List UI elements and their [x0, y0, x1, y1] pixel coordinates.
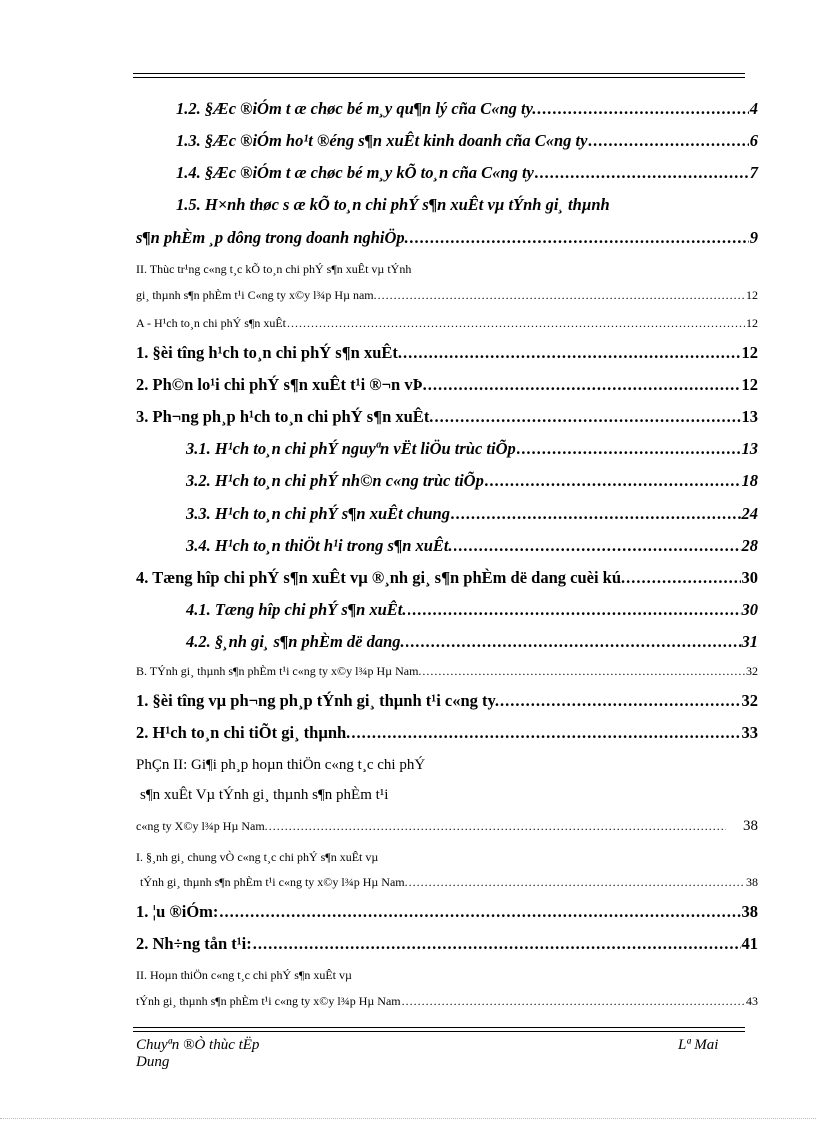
toc-entry-text: 3.1. H¹ch to¸n chi phÝ nguyªn vËt liÖu trùc tiÕp	[186, 439, 516, 458]
toc-leader	[428, 375, 741, 395]
header-rule-top	[133, 73, 745, 74]
toc-leader	[537, 99, 748, 119]
toc-entry[interactable]	[186, 504, 758, 524]
toc-entry[interactable]	[186, 632, 758, 652]
toc-page-number: 33	[741, 723, 758, 742]
toc-page-number: 13	[741, 407, 758, 426]
toc-entry[interactable]	[136, 664, 758, 679]
toc-page-number: 32	[741, 691, 758, 710]
toc-entry-text: 1. §èi tîng vµ ph¬ng ph¸p tÝnh gi¸ thµnh t¹i c«ng ty.	[136, 691, 499, 710]
footer-rule-bottom	[133, 1031, 745, 1032]
toc-page-number: 30	[741, 568, 758, 587]
toc-entry-text: 3.2. H¹ch to¸n chi phÝ nh©n c«ng trùc tiÕp	[186, 471, 484, 490]
toc-entry[interactable]	[136, 375, 758, 395]
toc-entry-text: 4. Tæng hîp chi phÝ s¶n xuÊt vµ ®¸nh gi¸ s¶n phÈm dë dang cuèi kú.	[136, 568, 626, 587]
toc-entry-text[interactable]: I. §¸nh gi¸ chung vÒ c«ng t¸c chi phÝ s¶n xuÊt vµ	[136, 850, 379, 864]
toc-page-number: 38	[746, 875, 758, 889]
toc-page-number: 7	[749, 163, 758, 182]
toc-entry-text: 1. §èi tîng h¹ch to¸n chi phÝ s¶n xuÊt.	[136, 343, 402, 362]
footer-rule-top	[133, 1027, 745, 1028]
toc-entry[interactable]	[136, 288, 758, 303]
toc-entry-text: 1. ¦u ®iÓm:	[136, 902, 219, 921]
toc-entry[interactable]	[176, 99, 758, 119]
toc-entry[interactable]	[186, 439, 758, 459]
toc-page-number: 18	[741, 471, 758, 490]
toc-entry-text[interactable]: s¶n xuÊt Vµ tÝnh gi¸ thµnh s¶n phÈm t¹i	[140, 787, 389, 803]
toc-entry-text: 3. Ph¬ng ph¸p h¹ch to¸n chi phÝ s¶n xuÊt.	[136, 407, 434, 426]
toc-leader	[410, 228, 749, 248]
toc-entry-text: B. TÝnh gi¸ thµnh s¶n phÈm t¹i c«ng ty x©y l¾p Hµ Nam.	[136, 664, 422, 678]
toc-entry[interactable]	[176, 163, 758, 183]
toc-page-number: 24	[741, 504, 758, 523]
toc-entry[interactable]	[136, 568, 758, 588]
toc-leader	[451, 504, 741, 524]
toc-leader	[351, 723, 740, 743]
toc-leader	[454, 536, 741, 556]
toc-leader	[287, 316, 745, 331]
page-bottom-divider	[0, 1118, 816, 1119]
toc-entry-text: 2. H¹ch to¸n chi tiÕt gi¸ thµnh.	[136, 723, 351, 742]
footer-left	[136, 1037, 259, 1071]
toc-entry[interactable]	[136, 723, 758, 743]
toc-leader	[378, 288, 745, 303]
toc-page-number: 9	[749, 228, 758, 247]
toc-entry[interactable]	[140, 875, 758, 890]
toc-page-number: 38	[743, 818, 758, 834]
toc-page-number: 12	[746, 316, 758, 330]
toc-page-number: 12	[746, 288, 758, 302]
toc-entry-text: s¶n phÈm ¸p dông trong doanh nghiÖp.	[136, 228, 409, 247]
toc-entry-text[interactable]: PhÇn II: Gi¶i ph¸p hoµn thiÖn c«ng t¸c chi phÝ	[136, 757, 426, 773]
toc-leader	[269, 819, 726, 834]
toc-page-number: 31	[741, 632, 758, 651]
toc-entry-text: 4.2. §¸nh gi¸ s¶n phÈm dë dang.	[186, 632, 405, 651]
toc-entry[interactable]	[186, 471, 758, 491]
toc-entry-text: 1.3. §Æc ®iÓm ho¹t ®éng s¶n xuÊt kinh doanh cña C«ng ty	[176, 131, 588, 150]
toc-page-number: 12	[741, 343, 758, 362]
toc-page-number: 41	[741, 934, 758, 953]
toc-page-number: 6	[749, 131, 758, 150]
toc-entry-text: 2. Nh÷ng tån t¹i:	[136, 934, 252, 953]
toc-entry[interactable]	[136, 902, 758, 922]
toc-leader	[535, 163, 749, 183]
toc-leader	[408, 600, 741, 620]
toc-entry[interactable]	[136, 316, 758, 331]
toc-leader	[500, 691, 741, 711]
toc-entry-text: tÝnh gi¸ thµnh s¶n phÈm t¹i c«ng ty x©y l¾p Hµ Nam	[136, 994, 401, 1008]
toc-leader	[626, 568, 740, 588]
header-rule-bottom	[133, 77, 745, 78]
toc-entry[interactable]	[136, 994, 758, 1009]
toc-entry-text: 4.1. Tæng hîp chi phÝ s¶n xuÊt.	[186, 600, 407, 619]
toc-entry[interactable]	[136, 407, 758, 427]
footer-right: Lª Mai	[678, 1037, 719, 1053]
toc-leader	[434, 407, 740, 427]
toc-entry-text: gi¸ thµnh s¶n phÈm t¹i C«ng ty x©y l¾p Hµ nam.	[136, 288, 377, 302]
toc-page-number: 38	[741, 902, 758, 921]
toc-leader	[485, 471, 741, 491]
toc-entry[interactable]	[136, 343, 758, 363]
toc-entry[interactable]	[186, 536, 758, 556]
toc-entry-text: tÝnh gi¸ thµnh s¶n phÈm t¹i c«ng ty x©y l¾p Hµ Nam.	[140, 875, 408, 889]
toc-entry-text: 1.2. §Æc ®iÓm t æ chøc bé m¸y qu¶n lý cña C«ng ty.	[176, 99, 537, 118]
toc-entry-text[interactable]: II. Thùc tr¹ng c«ng t¸c kÕ to¸n chi phÝ s¶n xuÊt vµ tÝnh	[136, 262, 412, 276]
footer-left-line1: Chuyªn ®Ò thùc tËp	[136, 1037, 260, 1053]
toc-page-number: 4	[749, 99, 758, 118]
toc-page-number: 12	[741, 375, 758, 394]
toc-entry[interactable]	[176, 131, 758, 151]
toc-leader	[588, 131, 748, 151]
toc-entry-text: 3.4. H¹ch to¸n thiÖt h¹i trong s¶n xuÊt.	[186, 536, 453, 555]
toc-entry-text: c«ng ty X©y l¾p Hµ Nam.	[136, 819, 268, 833]
toc-entry-text: 1.4. §Æc ®iÓm t æ chøc bé m¸y kÕ to¸n cña C«ng ty	[176, 163, 534, 182]
toc-entry-text: 3.3. H¹ch to¸n chi phÝ s¶n xuÊt chung	[186, 504, 450, 523]
toc-page-number: 30	[741, 600, 758, 619]
toc-leader	[517, 439, 741, 459]
toc-entry[interactable]	[136, 228, 758, 248]
toc-leader	[422, 664, 745, 679]
toc-page-number: 28	[741, 536, 758, 555]
toc-entry[interactable]	[136, 934, 758, 954]
toc-entry-text: A - H¹ch to¸n chi phÝ s¶n xuÊt	[136, 316, 287, 330]
toc-leader	[409, 875, 745, 890]
toc-entry-text: 2. Ph©n lo¹i chi phÝ s¶n xuÊt t¹i ®¬n vÞ.	[136, 375, 427, 394]
toc-leader	[402, 994, 745, 1009]
toc-leader	[403, 343, 741, 363]
toc-page-number: 43	[746, 994, 758, 1008]
toc-leader	[253, 934, 741, 954]
toc-entry[interactable]	[136, 818, 758, 835]
toc-entry[interactable]	[186, 600, 758, 620]
toc-entry[interactable]	[136, 691, 758, 711]
toc-leader	[219, 902, 740, 922]
toc-entry-text[interactable]: II. Hoµn thiÖn c«ng t¸c chi phÝ s¶n xuÊt vµ	[136, 968, 352, 982]
toc-leader	[406, 632, 741, 652]
toc-page-number: 32	[746, 664, 758, 678]
footer-left-line2: Dung	[136, 1054, 170, 1070]
toc-page-number: 13	[741, 439, 758, 458]
toc-entry-text[interactable]: 1.5. H×nh thøc s æ kÕ to¸n chi phÝ s¶n xuÊt vµ tÝnh gi¸ thµnh	[176, 195, 610, 214]
